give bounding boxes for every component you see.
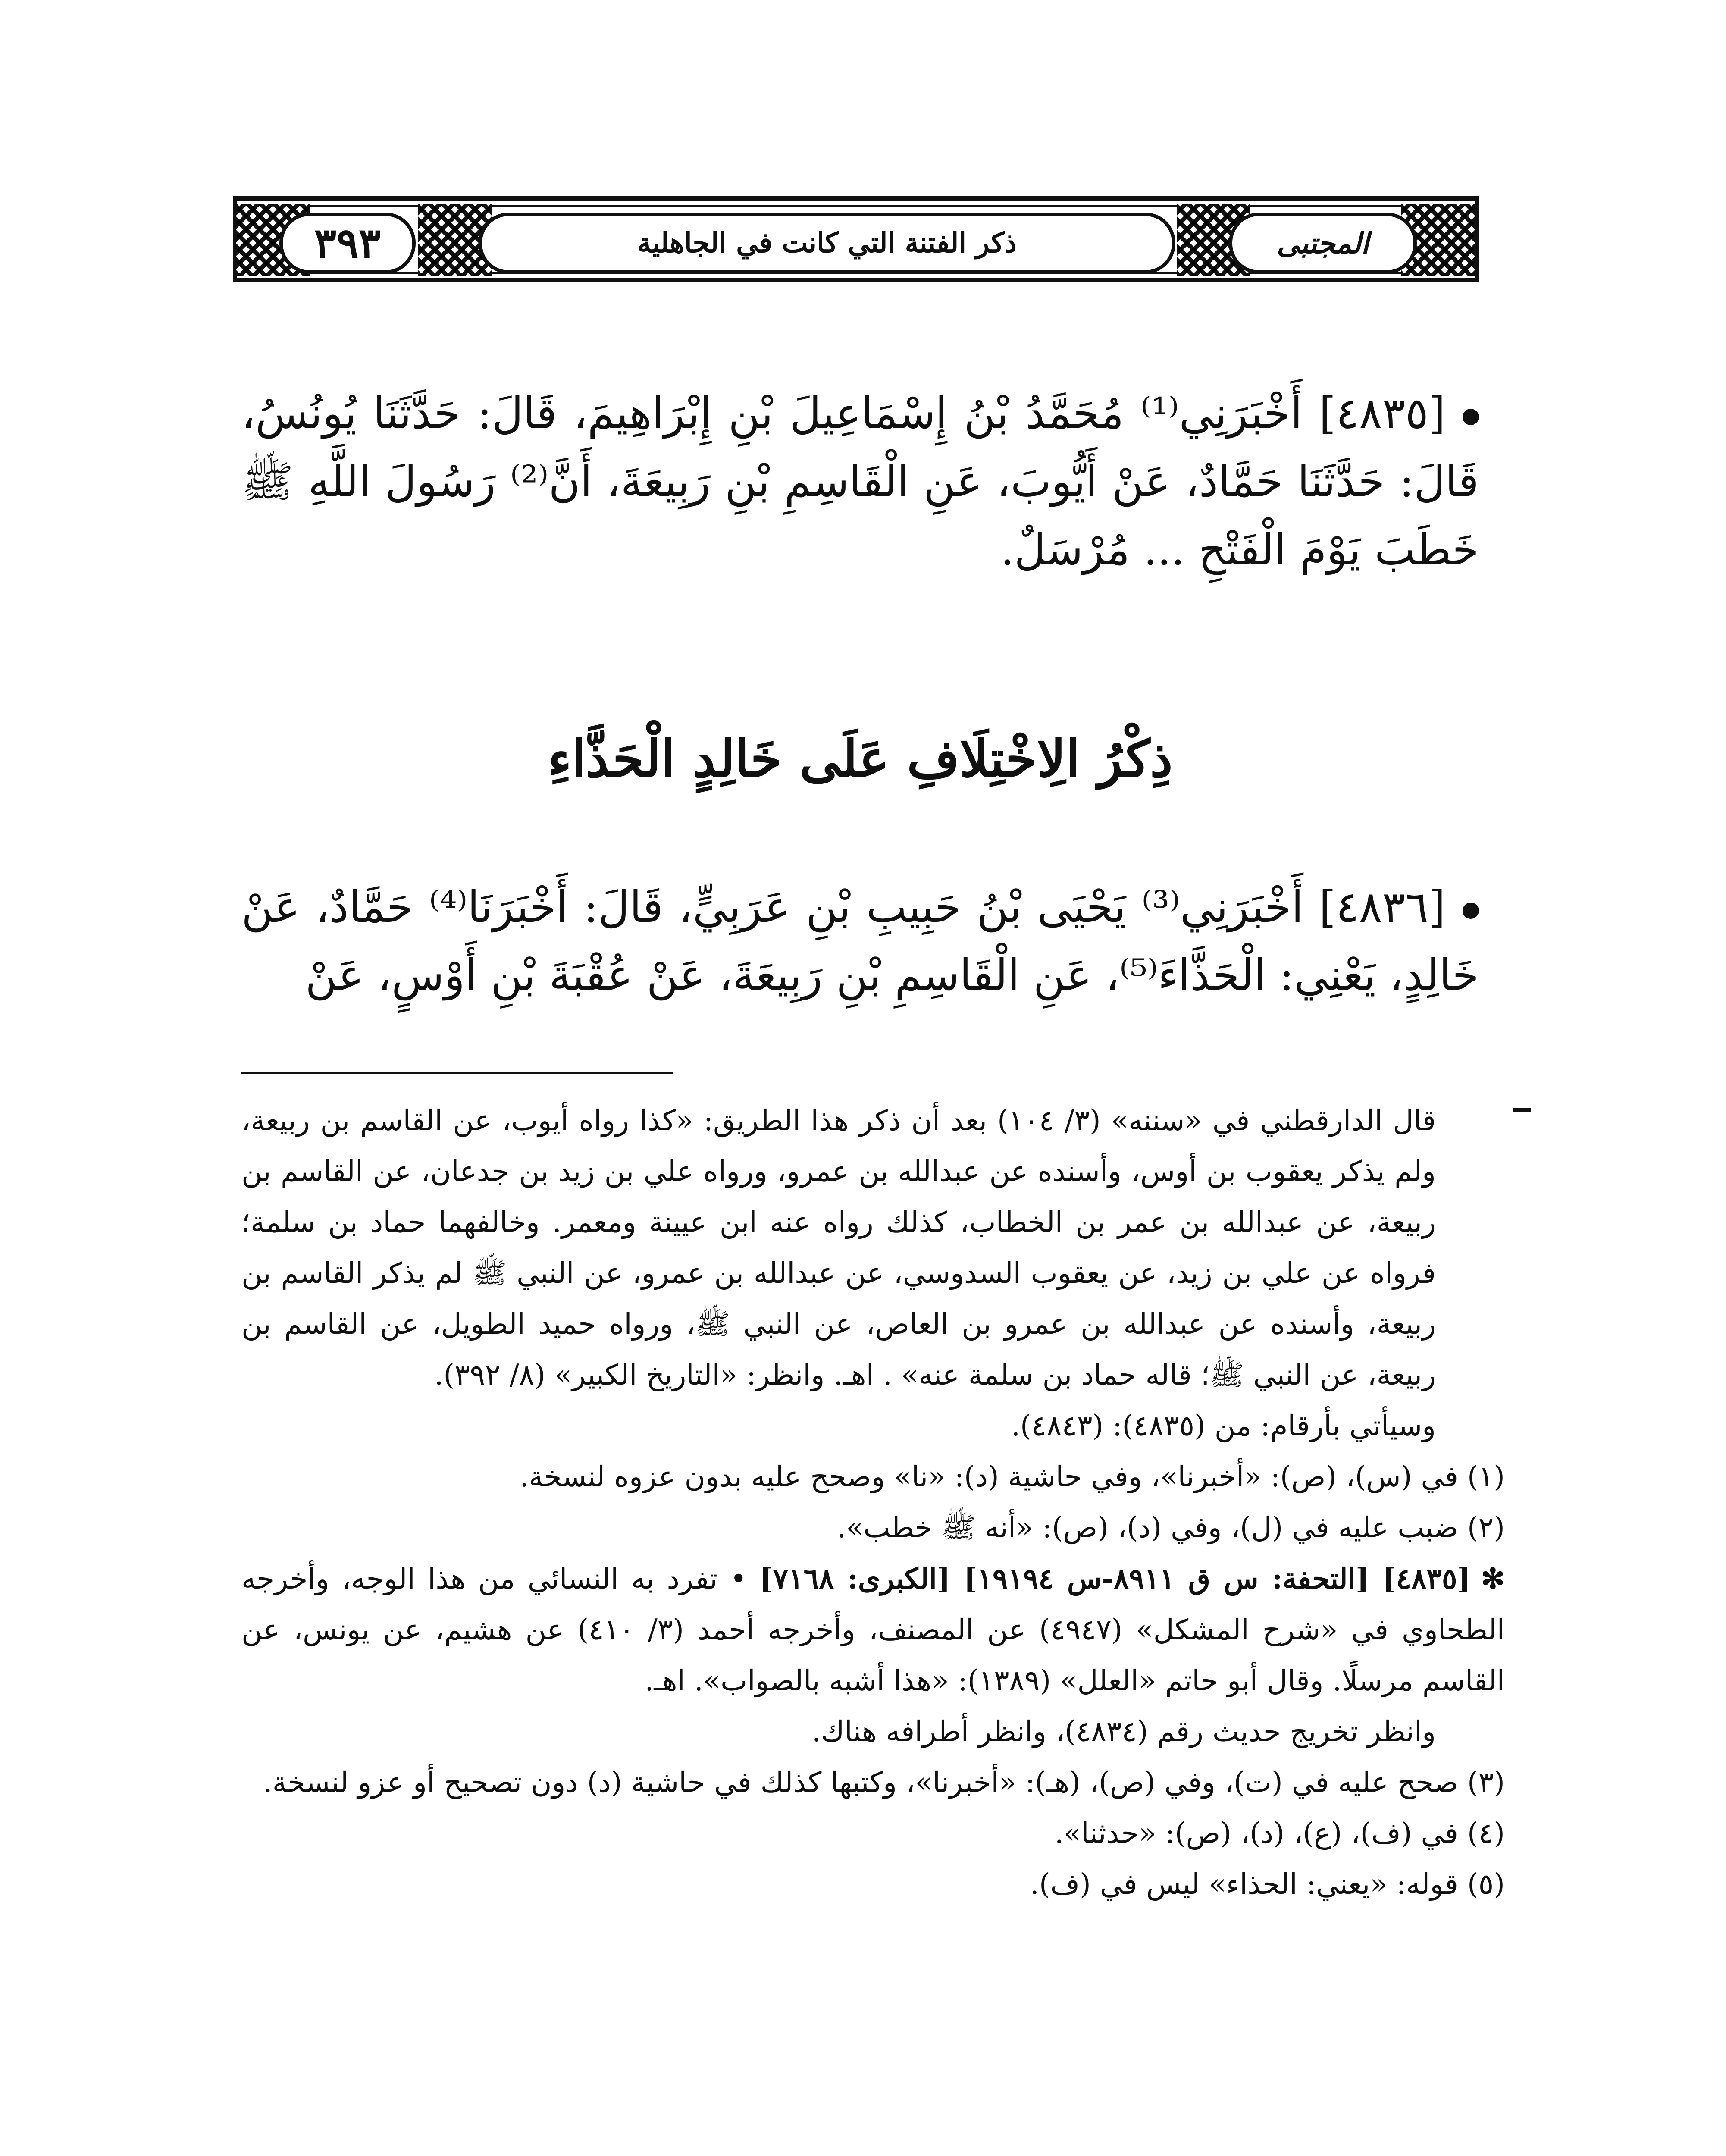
- page-number-cartouche: [279, 213, 416, 274]
- footnotes: [241, 1095, 1505, 1910]
- hadith-4835: [241, 379, 1479, 584]
- hadith-4836-text: [٤٨٣٦] أَخْبَرَنِي⁽³⁾ يَحْيَى بْنُ حَبِيبِ بْنِ عَرَبِيٍّ، قَالَ: أَخْبَرَنَا⁽⁴⁾ حَمَّادٌ، عَنْ خَالِدٍ، يَعْنِي: الْحَذَّاءَ⁽⁵⁾، عَنِ الْقَاسِمِ بْنِ رَبِيعَةَ، عَنْ عُقْبَةَ بْنِ أَوْسٍ، عَنْ: [241, 882, 1479, 1000]
- bullet-icon: [1463, 903, 1479, 919]
- asterisk-icon: ✻: [1481, 1562, 1505, 1595]
- takhrij-4835: [241, 1553, 1505, 1706]
- page-number: ٣٩٣: [314, 219, 381, 267]
- book-logo: المجتبى: [1276, 226, 1369, 260]
- footnote-continued-2: وسيأتي بأرقام: من (٤٨٣٥): (٤٨٤٣).: [1011, 1409, 1436, 1442]
- continuation-dash-icon: [1513, 1108, 1531, 1112]
- hadith-4835-text: [٤٨٣٥] أَخْبَرَنِي⁽¹⁾ مُحَمَّدُ بْنُ إِسْمَاعِيلَ بْنِ إِبْرَاهِيمَ، قَالَ: حَدَّثَنَا يُونُسُ، قَالَ: حَدَّثَنَا حَمَّادٌ، عَنْ أَيُّوبَ، عَنِ الْقَاسِمِ بْنِ رَبِيعَةَ، أَنَّ⁽²⁾ رَسُولَ اللَّهِ ﷺ خَطَبَ يَوْمَ الْفَتْحِ ... مُرْسَلٌ.: [241, 388, 1479, 575]
- bullet-icon: [1463, 409, 1479, 425]
- footnote-1: (١) في (س)، (ص): «أخبرنا»، وفي حاشية (د): «نا» وصحح عليه بدون عزوه لنسخة.: [520, 1460, 1505, 1493]
- takhrij-4835-head: [٤٨٣٥] [التحفة: س ق ٨٩١١-س ١٩١٩٤] [الكبرى: ٧١٦٨]: [759, 1562, 1471, 1595]
- running-title-cartouche: [479, 213, 1175, 274]
- footnote-continued: قال الدارقطني في «سننه» (٣/ ١٠٤) بعد أن ذكر هذا الطريق: «كذا رواه أيوب، عن القاسم بن ربيعة، ولم يذكر يعقوب بن أوس، وأسنده عن عبدالله بن عمرو، ورواه علي بن زيد بن جدعان، عن القاسم بن ربيعة، عن عبدالله بن عمر بن الخطاب، كذلك رواه عنه ابن عيينة ومعمر. وخالفهما حماد بن سلمة؛ فرواه عن علي بن زيد، عن يعقوب السدوسي، عن عبدالله بن عمرو، عن النبي ﷺ لم يذكر القاسم بن ربيعة، وأسنده عن عبدالله بن عمرو بن العاص، عن النبي ﷺ، ورواه حميد الطويل، عن القاسم بن ربيعة، عن النبي ﷺ؛ قاله حماد بن سلمة عنه» . اهـ. وانظر: «التاريخ الكبير» (٨/ ٣٩٢).: [241, 1104, 1436, 1391]
- takhrij-4835-body: • تفرد به النسائي من هذا الوجه، وأخرجه الطحاوي في «شرح المشكل» (٤٩٤٧) عن المصنف، وأخرجه أحمد (٣/ ٤١٠) عن هشيم، عن يونس، عن القاسم مرسلًا. وقال أبو حاتم «العلل» (١٣٨٩): «هذا أشبه بالصواب». اهـ.: [241, 1562, 1505, 1697]
- hadith-4836: [241, 873, 1479, 1009]
- footnote-3: (٣) صحح عليه في (ت)، وفي (ص)، (هـ): «أخبرنا»، وكتبها كذلك في حاشية (د) دون تصحيح أو عزو لنسخة.: [263, 1766, 1505, 1799]
- page-header-ornament: [233, 196, 1479, 282]
- footnote-5: (٥) قوله: «يعني: الحذاء» ليس في (ف).: [1030, 1868, 1505, 1901]
- footnote-separator: [241, 1072, 673, 1074]
- footnote-4: (٤) في (ف)، (ع)، (د)، (ص): «حدثنا».: [1054, 1817, 1505, 1850]
- section-title: ذِكْرُ الِاخْتِلَافِ عَلَى خَالِدٍ الْحَذَّاءِ: [548, 729, 1173, 789]
- running-title: ذكر الفتنة التي كانت في الجاهلية: [637, 227, 1017, 259]
- takhrij-4835-ref: وانظر تخريج حديث رقم (٤٨٣٤)، وانظر أطرافه هناك.: [812, 1715, 1436, 1748]
- book-logo-cartouche: [1229, 213, 1417, 274]
- footnote-2: (٢) ضبب عليه في (ل)، وفي (د)، (ص): «أنه ﷺ خطب».: [837, 1511, 1505, 1544]
